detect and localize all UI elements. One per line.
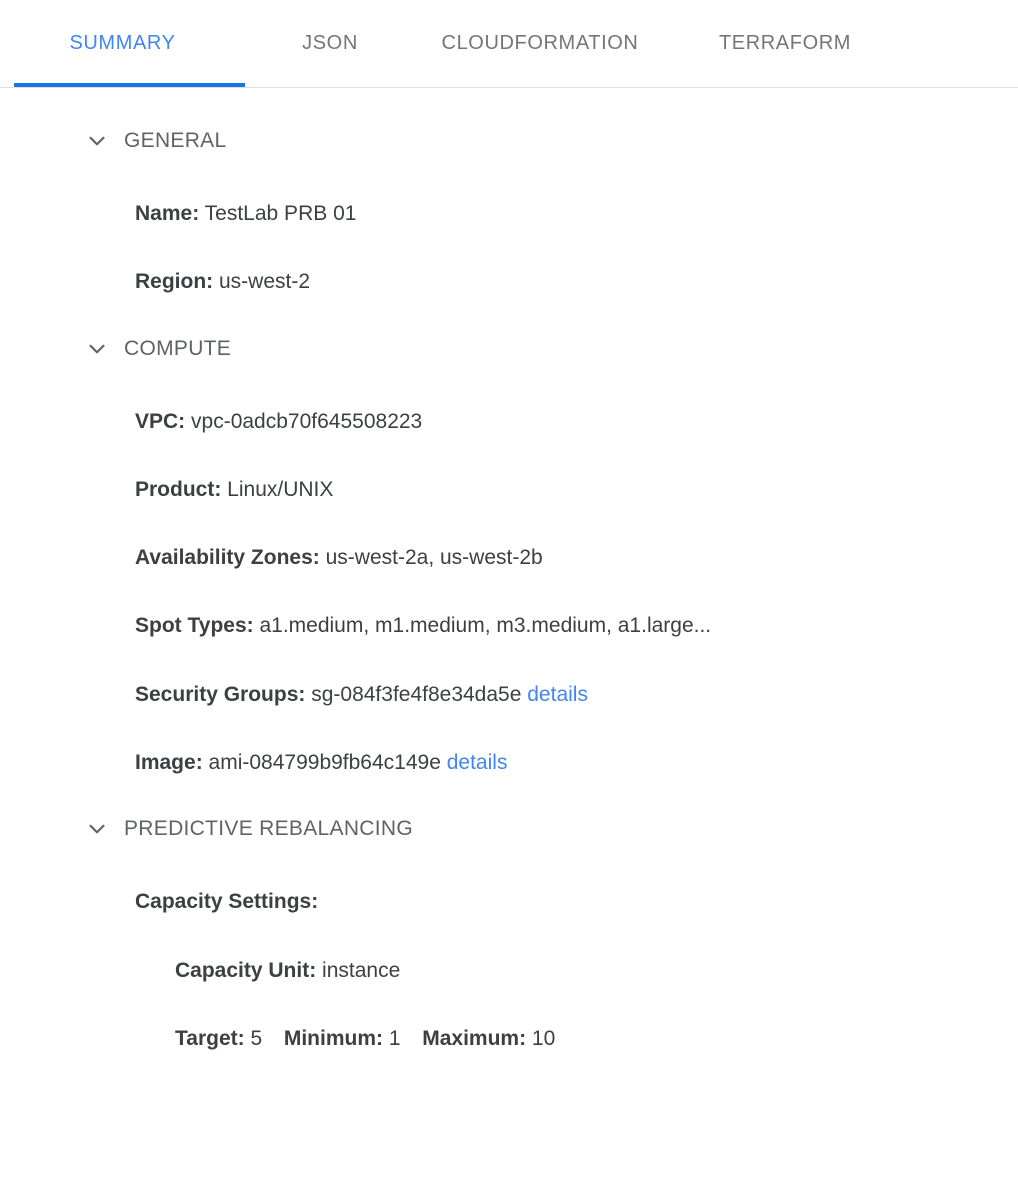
field-product-value: Linux/UNIX (227, 477, 334, 501)
chevron-down-icon (84, 128, 110, 154)
field-availability-zones (0, 544, 1018, 571)
section-header-general[interactable] (0, 128, 1018, 154)
tab-terraform[interactable] (665, 0, 905, 87)
field-spot-types-label: Spot Types: (135, 614, 254, 638)
field-name-value: TestLab PRB 01 (204, 202, 357, 225)
tab-json-label: JSON (302, 32, 358, 54)
field-region-value: us-west-2 (219, 270, 311, 294)
field-availability-zones-label: Availability Zones: (135, 546, 320, 570)
tab-json[interactable] (245, 0, 415, 87)
tab-summary-label: SUMMARY (69, 32, 176, 54)
field-vpc-label: VPC: (135, 409, 186, 433)
tab-cloudformation-label: CLOUDFORMATION (441, 32, 639, 54)
field-capacity-unit (0, 957, 1018, 984)
field-product-label: Product: (135, 477, 222, 501)
tab-cloudformation[interactable] (415, 0, 665, 87)
field-minimum-value: 1 (388, 1026, 401, 1050)
field-image (0, 749, 1018, 776)
tab-summary[interactable] (0, 0, 245, 87)
chevron-down-icon (84, 336, 110, 362)
field-target-label: Target: (175, 1026, 245, 1050)
summary-panel (0, 128, 1018, 1052)
field-name-label: Name: (135, 202, 200, 225)
tab-terraform-label: TERRAFORM (718, 32, 852, 54)
section-title-general: GENERAL (124, 129, 227, 152)
field-availability-zones-value: us-west-2a, us-west-2b (325, 546, 543, 570)
field-capacity-unit-label: Capacity Unit: (175, 958, 317, 982)
tab-bar (0, 0, 1018, 88)
field-minimum-label: Minimum: (283, 1026, 383, 1050)
field-security-groups (0, 681, 1018, 708)
field-spot-types-value: a1.medium, m1.medium, m3.medium, a1.large... (259, 614, 712, 638)
field-capacity-limits (0, 1025, 1018, 1052)
chevron-down-icon (84, 816, 110, 842)
field-capacity-settings-label: Capacity Settings: (135, 890, 319, 914)
field-maximum-label: Maximum: (422, 1026, 527, 1050)
field-security-groups-label: Security Groups: (135, 682, 306, 706)
field-vpc (0, 408, 1018, 435)
field-security-groups-value: sg-084f3fe4f8e34da5e (311, 682, 522, 706)
section-title-predictive-rebalancing: PREDICTIVE REBALANCING (124, 817, 413, 841)
field-vpc-value: vpc-0adcb70f645508223 (191, 409, 423, 433)
section-header-compute[interactable] (0, 336, 1018, 362)
security-groups-details-link[interactable]: details (527, 682, 588, 706)
field-region-label: Region: (135, 270, 214, 294)
section-title-compute: COMPUTE (124, 336, 232, 360)
image-details-link[interactable]: details (446, 751, 508, 775)
field-capacity-settings (0, 888, 1018, 915)
field-spot-types (0, 612, 1018, 639)
field-target-value: 5 (250, 1026, 263, 1050)
section-header-predictive-rebalancing[interactable] (0, 816, 1018, 842)
field-product (0, 476, 1018, 503)
field-capacity-unit-value: instance (322, 958, 401, 982)
field-name (0, 200, 1018, 227)
field-region (0, 268, 1018, 295)
field-image-value: ami-084799b9fb64c149e (208, 751, 441, 775)
field-maximum-value: 10 (531, 1026, 556, 1050)
field-image-label: Image: (135, 751, 203, 775)
